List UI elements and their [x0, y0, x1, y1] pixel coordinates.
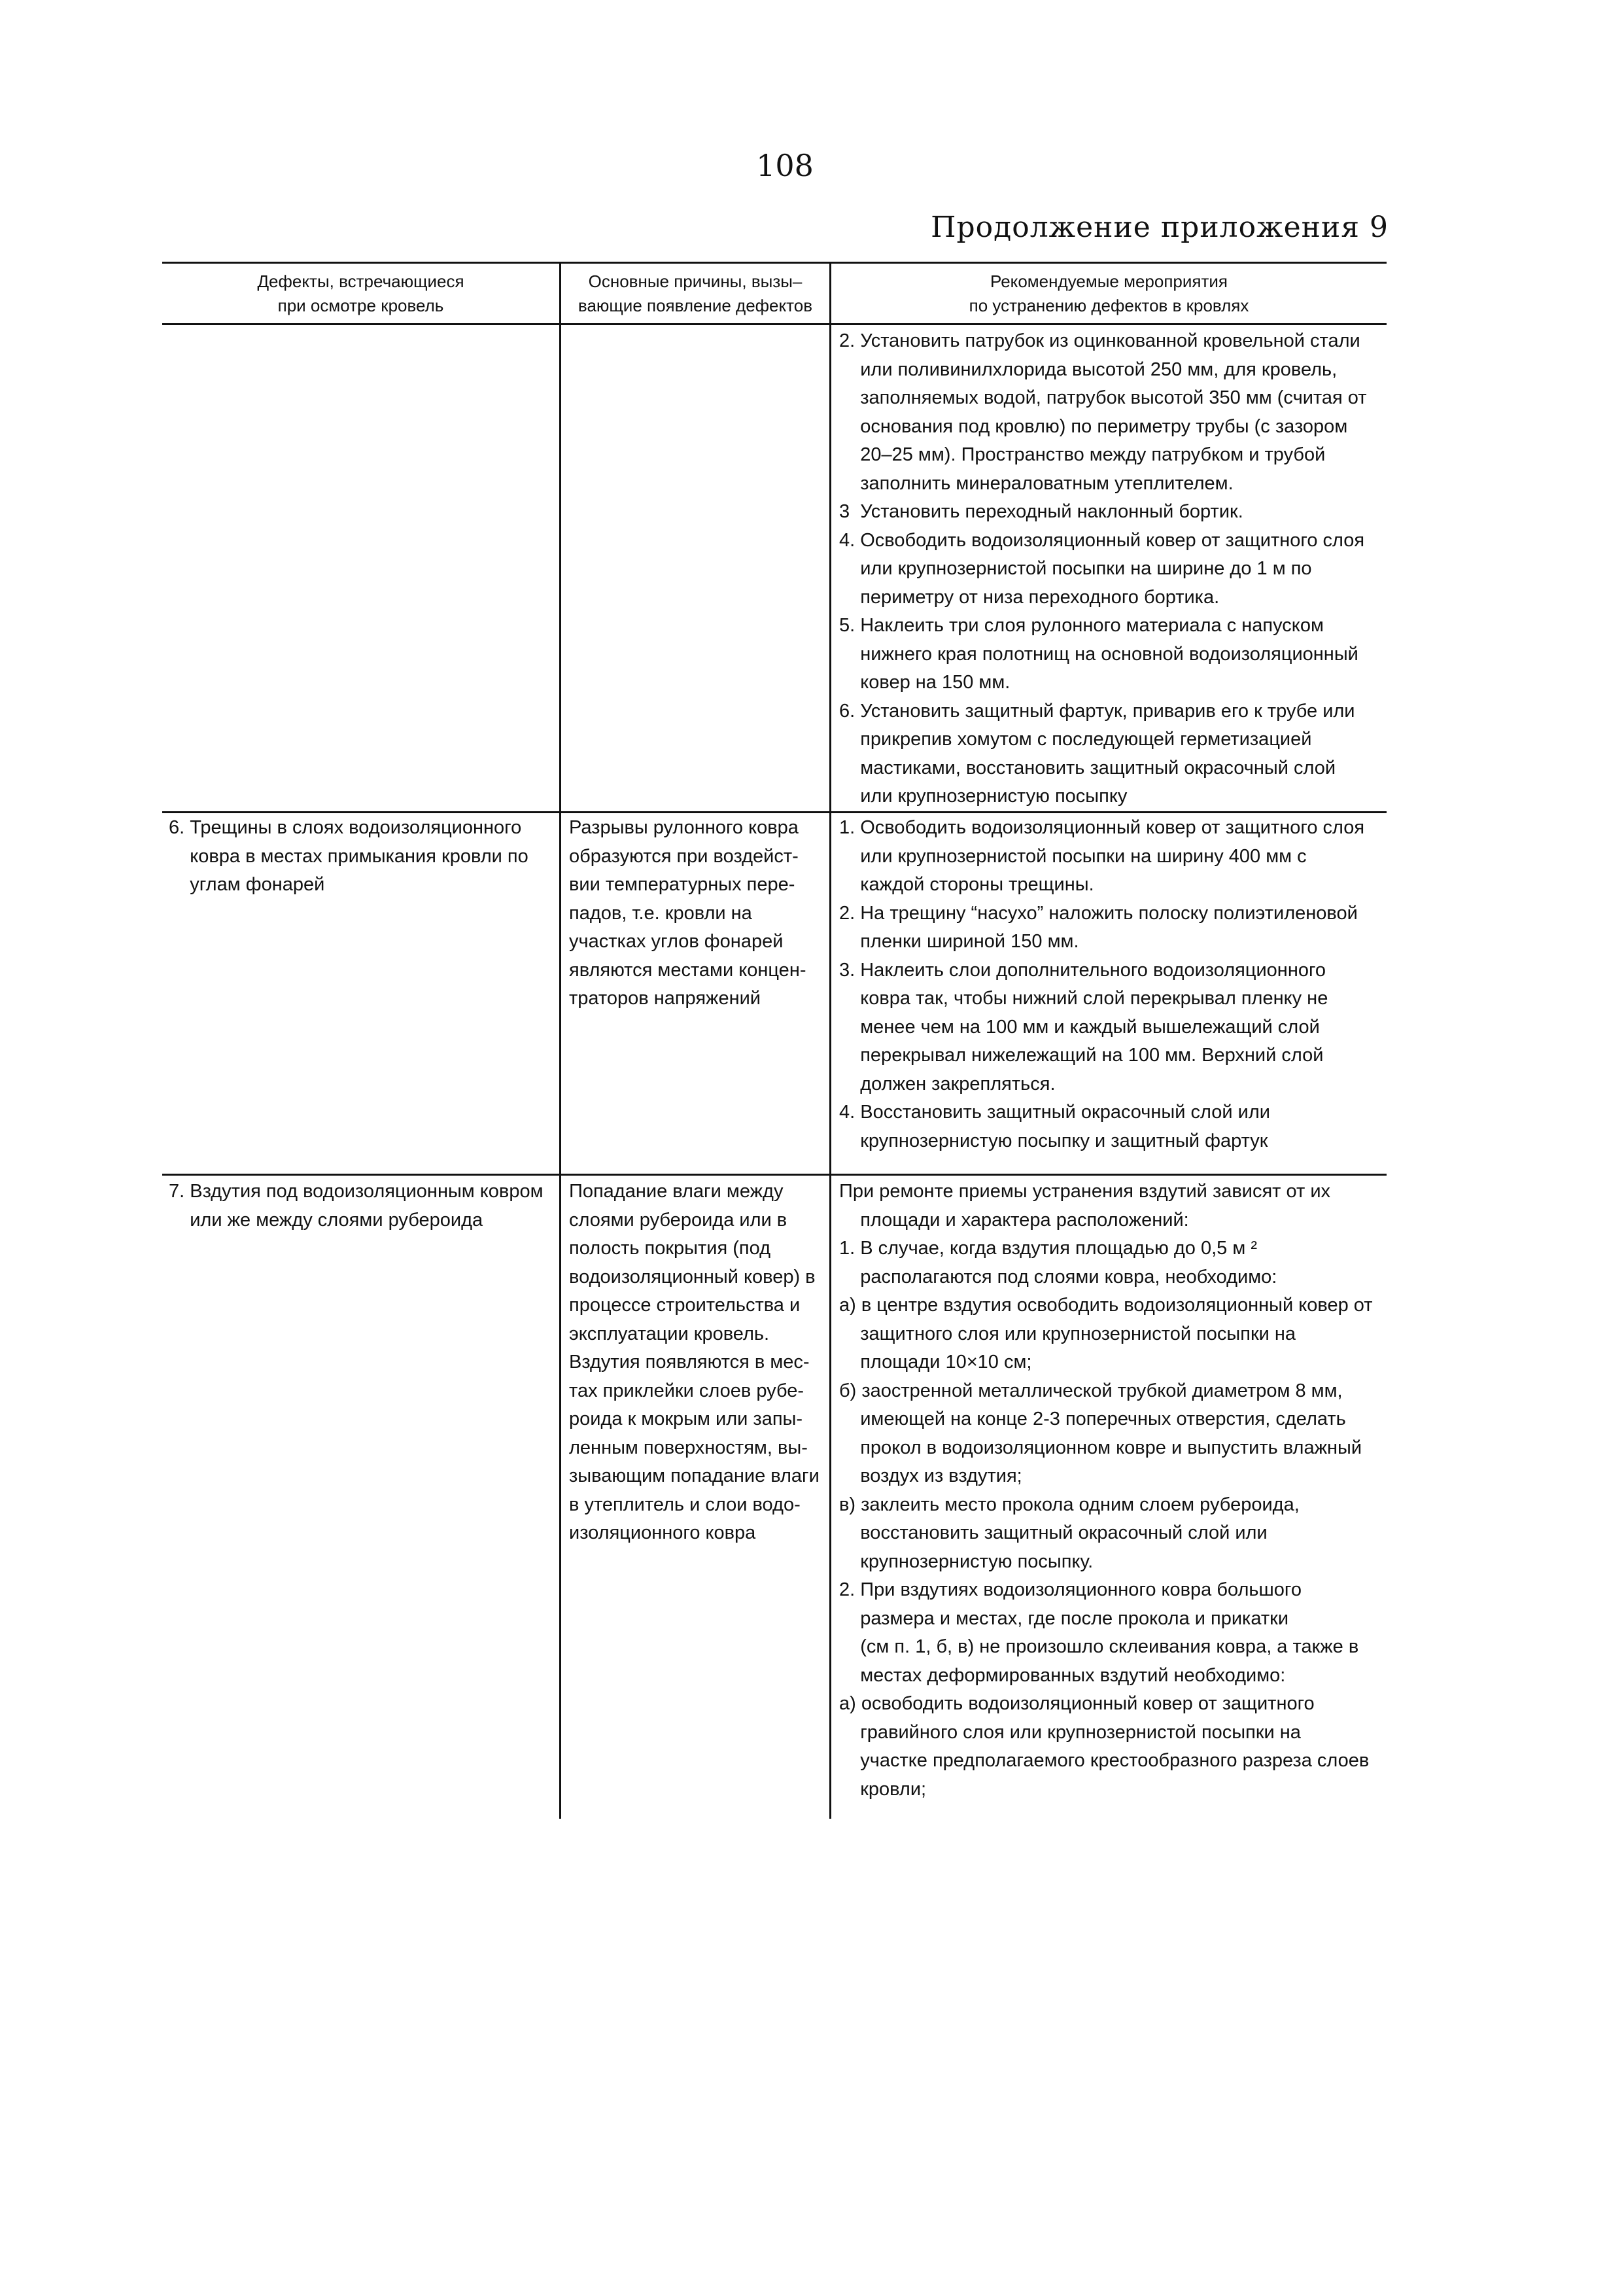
text-line: 2. На трещину “насухо” наложить полоску полиэтиленовой — [839, 902, 1358, 924]
text-line: местах деформированных вздутий необходимо: — [839, 1664, 1286, 1686]
text-line: 2. При вздутиях водоизоляционного ковра большого — [839, 1579, 1302, 1600]
header-line: Рекомендуемые мероприятия — [990, 272, 1228, 291]
text-line: каждой стороны трещины. — [839, 874, 1094, 895]
header-measures — [831, 270, 1387, 318]
header-defects — [162, 270, 559, 318]
text-line: 4. Восстановить защитный окрасочный слой или — [839, 1102, 1270, 1123]
text-line: 1. В случае, когда вздутия площадью до 0,5 м ² — [839, 1238, 1258, 1259]
row2-defect — [169, 814, 555, 900]
text-line: эксплуатации кровель. — [569, 1323, 770, 1344]
row-divider-2 — [162, 1174, 1387, 1176]
text-line: в) заклеить место прокола одним слоем рубероида, — [839, 1494, 1300, 1515]
text-line: Вздутия появляются в мес- — [569, 1352, 810, 1373]
row2-measures — [839, 814, 1382, 1155]
text-line: нижнего края полотнищ на основной водоизоляционный — [839, 643, 1358, 665]
header-line: Дефекты, встречающиеся — [257, 272, 464, 291]
continuation-title: Продолжение приложения 9 — [931, 211, 1389, 244]
text-line: менее чем на 100 мм и каждый вышележащий слой — [839, 1016, 1320, 1038]
text-line: или поливинилхлорида высотой 250 мм, для кровель, — [839, 359, 1338, 380]
column-divider-2 — [829, 262, 831, 1819]
table-header-rule — [162, 323, 1387, 325]
text-line: тах приклейки слоев рубе- — [569, 1380, 804, 1401]
text-line: зывающим попадание влаги — [569, 1465, 820, 1486]
text-line: крупнозернистую посыпку и защитный фартук — [839, 1130, 1268, 1151]
text-line: должен закрепляться. — [839, 1073, 1056, 1095]
text-line: Разрывы рулонного ковра — [569, 817, 799, 838]
text-line: (см п. 1, б, в) не произошло склеивания ковра, а также в — [839, 1636, 1359, 1657]
header-line: вающие появление дефектов — [578, 296, 813, 315]
header-line: при осмотре кровель — [277, 296, 444, 315]
header-line: Основные причины, вызы– — [588, 272, 803, 291]
table-top-rule — [162, 262, 1387, 264]
text-line: 2. Установить патрубок из оцинкованной кровельной стали — [839, 330, 1360, 351]
text-line: прикрепив хомутом с последующей герметизацией — [839, 729, 1312, 750]
text-line: Попадание влаги между — [569, 1181, 784, 1202]
text-line: в утеплитель и слои водо- — [569, 1494, 801, 1515]
text-line: б) заостренной металлической трубкой диаметром 8 мм, — [839, 1380, 1343, 1401]
text-line: крупнозернистую посыпку. — [839, 1550, 1094, 1572]
text-line: располагаются под слоями ковра, необходимо: — [839, 1266, 1277, 1288]
text-line: 6. Установить защитный фартук, приварив его к трубе или — [839, 700, 1355, 722]
text-line: а) освободить водоизоляционный ковер от защитного — [839, 1693, 1315, 1714]
text-line: а) в центре вздутия освободить водоизоляционный ковер от — [839, 1295, 1373, 1316]
text-line: траторов напряжений — [569, 988, 761, 1009]
text-line: защитного слоя или крупнозернистой посыпки на — [839, 1323, 1296, 1344]
text-line: заполнить минераловатным утеплителем. — [839, 472, 1234, 494]
text-line: 6. Трещины в слоях водоизоляционного — [169, 817, 522, 838]
text-line: кровли; — [839, 1778, 927, 1800]
page-number: 108 — [756, 148, 814, 183]
text-line: являются местами концен- — [569, 959, 806, 981]
text-line: 7. Вздутия под водоизоляционным ковром — [169, 1181, 544, 1202]
text-line: При ремонте приемы устранения вздутий зависят от их — [839, 1181, 1331, 1202]
text-line: перекрывал нижележащий на 100 мм. Верхний слой — [839, 1045, 1324, 1066]
text-line: участке предполагаемого крестообразного разреза слоев — [839, 1750, 1370, 1771]
text-line: прокол в водоизоляционном ковре и выпустить влажный — [839, 1437, 1362, 1458]
text-line: или же между слоями рубероида — [169, 1209, 483, 1231]
row2-cause — [569, 814, 825, 1013]
text-line: восстановить защитный окрасочный слой или — [839, 1522, 1268, 1543]
text-line: падов, т.е. кровли на — [569, 902, 752, 924]
text-line: образуются при воздейст- — [569, 845, 799, 867]
text-line: гравийного слоя или крупнозернистой посыпки на — [839, 1721, 1301, 1743]
text-line: 1. Освободить водоизоляционный ковер от защитного слоя — [839, 817, 1365, 838]
text-line: или крупнозернистую посыпку — [839, 786, 1128, 807]
text-line: участках углов фонарей — [569, 931, 784, 952]
text-line: углам фонарей — [169, 874, 325, 895]
text-line: площади и характера расположений: — [839, 1209, 1189, 1231]
text-line: 3 Установить переходный наклонный бортик. — [839, 501, 1243, 522]
text-line: воздух из вздутия; — [839, 1465, 1022, 1486]
row1-measures — [839, 327, 1382, 811]
text-line: ковра в местах примыкания кровли по — [169, 845, 528, 867]
row3-measures — [839, 1178, 1382, 1804]
text-line: ковра так, чтобы нижний слой перекрывал пленку не — [839, 988, 1328, 1009]
row3-cause — [569, 1178, 825, 1548]
text-line: пленки шириной 150 мм. — [839, 931, 1079, 952]
text-line: или крупнозернистой посыпки на ширине до 1 м по — [839, 558, 1312, 579]
text-line: имеющей на конце 2-3 поперечных отверстия, сделать — [839, 1409, 1346, 1429]
text-line: полость покрытия (под — [569, 1238, 771, 1259]
row-divider-1 — [162, 811, 1387, 813]
text-line: процессе строительства и — [569, 1295, 801, 1316]
text-line: водоизоляционный ковер) в — [569, 1266, 816, 1288]
text-line: 20–25 мм). Пространство между патрубком и трубой — [839, 444, 1326, 465]
text-line: или крупнозернистой посыпки на ширину 400 мм с — [839, 845, 1307, 867]
row3-defect — [169, 1178, 555, 1235]
text-line: площади 10×10 см; — [839, 1352, 1032, 1373]
text-line: мастиками, восстановить защитный окрасочный слой — [839, 757, 1336, 779]
header-line: по устранению дефектов в кровлях — [969, 296, 1249, 315]
text-line: роида к мокрым или запы- — [569, 1409, 803, 1429]
text-line: заполняемых водой, патрубок высотой 350 мм (считая от — [839, 387, 1367, 408]
text-line: 5. Наклеить три слоя рулонного материала с напуском — [839, 615, 1324, 636]
text-line: размера и местах, где после прокола и прикатки — [839, 1607, 1289, 1629]
text-line: 4. Освободить водоизоляционный ковер от защитного слоя — [839, 529, 1365, 551]
text-line: ленным поверхностям, вы- — [569, 1437, 808, 1458]
text-line: вии температурных пере- — [569, 874, 795, 895]
text-line: 3. Наклеить слои дополнительного водоизоляционного — [839, 959, 1326, 981]
text-line: периметру от низа переходного бортика. — [839, 586, 1220, 608]
text-line: основания под кровлю) по периметру трубы (с зазором — [839, 415, 1348, 437]
text-line: слоями рубероида или в — [569, 1209, 787, 1231]
header-causes — [561, 270, 829, 318]
column-divider-1 — [559, 262, 561, 1819]
text-line: ковер на 150 мм. — [839, 672, 1011, 693]
text-line: изоляционного ковра — [569, 1522, 756, 1543]
